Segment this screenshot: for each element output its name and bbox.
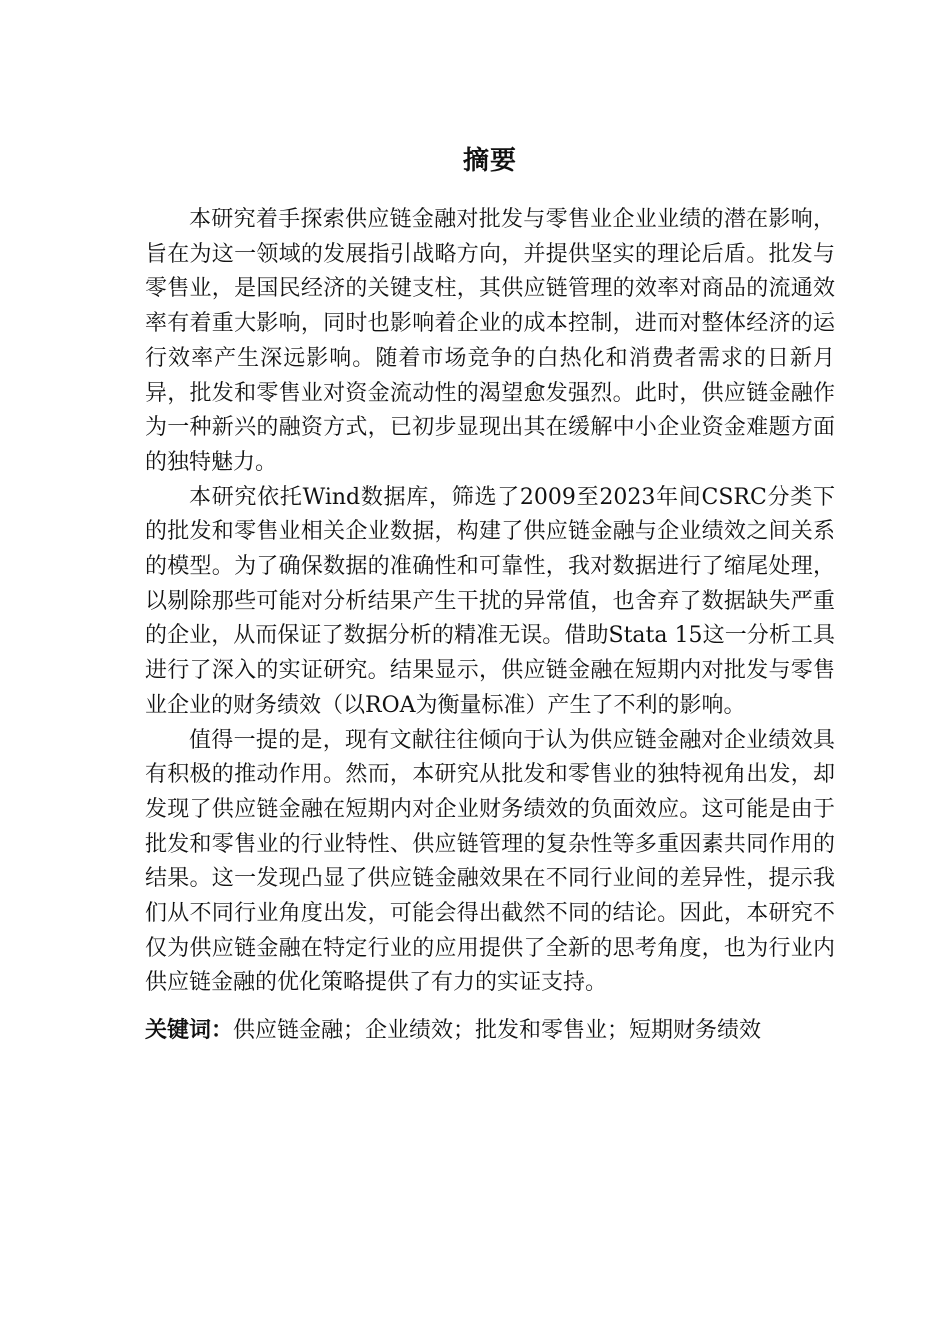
abstract-title: 摘要	[462, 146, 517, 176]
abstract-paragraph-1: 本研究着手探索供应链金融对批发与零售业企业业绩的潜在影响，旨在为这一领域的发展指引战略方向，并提供坚实的理论后盾。批发与零售业，是国民经济的关键支柱，其供应链管理的效率对商品的流通效率有着重大影响，同时也影响着企业的成本控制，进而对整体经济的运行效率产生深远影响。随着市场竞争的白热化和消费者需求的日新月异，批发和零售业对资金流动性的渴望愈发强烈。此时，供应链金融作为一种新兴的融资方式，已初步显现出其在缓解中小企业资金难题方面的独特魅力。	[145, 207, 835, 475]
keywords-text: 供应链金融；企业绩效；批发和零售业；短期财务绩效	[233, 1018, 762, 1043]
keywords-label: 关键词：	[145, 1018, 234, 1043]
abstract-paragraph-3: 值得一提的是，现有文献往往倾向于认为供应链金融对企业绩效具有积极的推动作用。然而，本研究从批发和零售业的独特视角出发，却发现了供应链金融在短期内对企业财务绩效的负面效应。这可能是由于批发和零售业的行业特性、供应链管理的复杂性等多重因素共同作用的结果。这一发现凸显了供应链金融效果在不同行业间的差异性，提示我们从不同行业角度出发，可能会得出截然不同的结论。因此，本研究不仅为供应链金融在特定行业的应用提供了全新的思考角度，也为行业内供应链金融的优化策略提供了有力的实证支持。	[145, 727, 835, 996]
abstract-paragraph-2: 本研究依托Wind数据库，筛选了2009至2023年间CSRC分类下的批发和零售业相关企业数据，构建了供应链金融与企业绩效之间关系的模型。为了确保数据的准确性和可靠性，我对数据进行了缩尾处理，以剔除那些可能对分析结果产生干扰的异常值，也舍弃了数据缺失严重的企业，从而保证了数据分析的精准无误。借助Stata 15这一分析工具进行了深入的实证研究。结果显示，供应链金融在短期内对批发与零售业企业的财务绩效（以ROA为衡量标准）产生了不利的影响。	[145, 484, 835, 718]
abstract-body	[145, 203, 835, 1001]
keywords-line	[145, 1014, 845, 1048]
